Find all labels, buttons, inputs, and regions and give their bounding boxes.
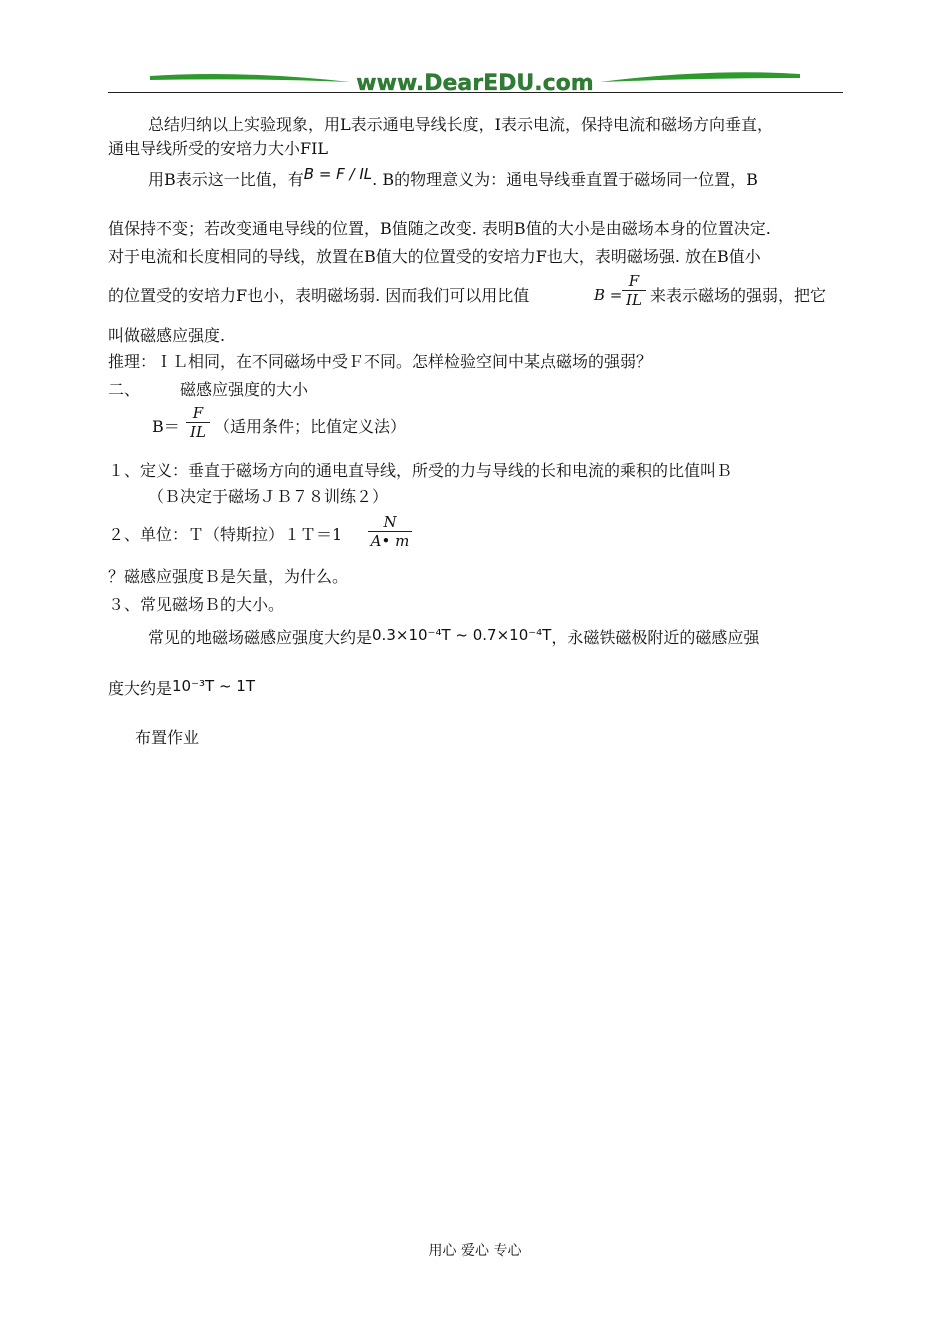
paragraph-2-prefix: 用B表示这一比值，有 xyxy=(148,170,304,189)
definition-numerator: F xyxy=(192,404,204,422)
paragraph-2 xyxy=(148,165,758,190)
definition-denominator: IL xyxy=(190,423,206,441)
fraction-numerator: F xyxy=(628,272,640,290)
paragraph-3-line-3-suffix: 来表示磁场的强弱，把它 xyxy=(650,286,827,305)
fraction-f-over-il xyxy=(622,273,646,308)
reasoning-question: 推理：ＩＬ相同，在不同磁场中受Ｆ不同。怎样检验空间中某点磁场的强弱？ xyxy=(108,352,653,371)
item-1-definition: １、定义：垂直于磁场方向的通电直导线，所受的力与导线的长和电流的乘积的比值叫Ｂ xyxy=(108,461,733,480)
unit-fraction xyxy=(368,514,412,549)
paragraph-3-line-3-prefix: 的位置受的安培力F也小，表明磁场弱. 因而我们可以用比值 xyxy=(108,286,530,305)
definition-fraction xyxy=(186,405,210,440)
magnet-field-range: 10⁻³T ~ 1T xyxy=(172,677,256,695)
site-header-banner xyxy=(150,68,800,98)
paragraph-4 xyxy=(148,628,759,648)
paragraph-3-line-4: 叫做磁感应强度. xyxy=(108,326,226,345)
paragraph-3-line-1: 值保持不变；若改变通电导线的位置，B值随之改变. 表明B值的大小是由磁场本身的位置决定. xyxy=(108,219,771,238)
item-1-note: （Ｂ决定于磁场ＪＢ７８训练２） xyxy=(148,487,389,506)
item-3-title: ３、常见磁场Ｂ的大小。 xyxy=(108,595,285,614)
paragraph-4-suffix: ，永磁铁磁极附近的磁感应强 xyxy=(551,628,760,647)
vector-question: ？磁感应强度Ｂ是矢量，为什么。 xyxy=(108,567,349,586)
paragraph-3-line-2: 对于电流和长度相同的导线，放置在B值大的位置受的安培力F也大，表明磁场强. 放在B值小 xyxy=(108,247,761,266)
paragraph-5-prefix: 度大约是 xyxy=(108,679,173,698)
earth-field-range: 0.3×10⁻⁴T ~ 0.7×10⁻⁴T xyxy=(372,626,552,644)
formula-b-equals-f-over-il: B = F / IL xyxy=(303,165,373,183)
section-2-number: 二、 xyxy=(108,380,141,399)
paragraph-5 xyxy=(108,679,255,699)
item-2-unit: ２、单位：Ｔ（特斯拉）１Ｔ＝1 xyxy=(108,525,343,544)
paragraph-2-suffix: . B的物理意义为：通电导线垂直置于磁场同一位置，B xyxy=(372,170,758,189)
unit-numerator: N xyxy=(383,513,397,531)
paragraph-1-line-2: 通电导线所受的安培力大小FIL xyxy=(108,139,329,158)
paragraph-1-line-1: 总结归纳以上实验现象，用L表示通电导线长度，I表示电流，保持电流和磁场方向垂直， xyxy=(148,115,773,134)
homework-heading: 布置作业 xyxy=(135,728,200,747)
definition-note: （适用条件；比值定义法） xyxy=(214,417,407,436)
left-swoosh xyxy=(150,74,350,82)
fraction-denominator: IL xyxy=(626,291,642,309)
page-footer: 用心 爱心 专心 xyxy=(428,1243,522,1259)
site-logo-text: www.DearEDU.com xyxy=(356,71,594,96)
paragraph-4-prefix: 常见的地磁场磁感应强度大约是 xyxy=(148,628,373,647)
section-2-title: 磁感应强度的大小 xyxy=(180,380,309,399)
fraction-lhs: B = xyxy=(594,286,623,304)
definition-lhs: B＝ xyxy=(152,417,180,436)
right-swoosh xyxy=(600,72,800,82)
header-divider xyxy=(108,92,843,93)
unit-denominator: A• m xyxy=(370,532,410,550)
